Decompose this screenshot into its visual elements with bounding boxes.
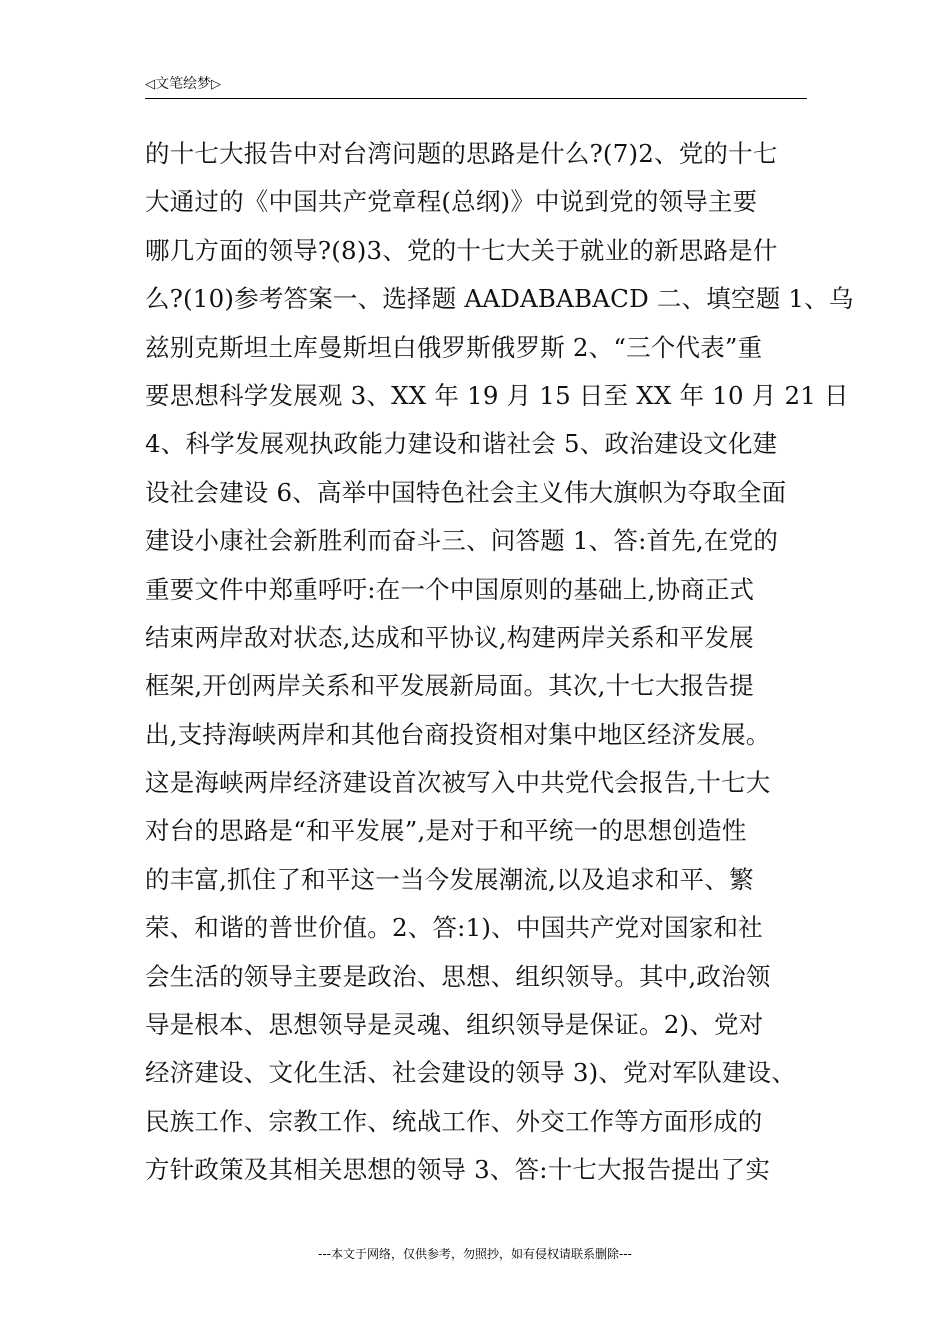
text-line: 的丰富,抓住了和平这一当今发展潮流,以及追求和平、繁 <box>145 864 754 894</box>
text-line: 框架,开创两岸关系和平发展新局面。其次,十七大报告提 <box>145 671 754 701</box>
text-line: 这是海峡两岸经济建设首次被写入中共党代会报告,十七大 <box>145 768 771 798</box>
text-line: 设社会建设 6、高举中国特色社会主义伟大旗帜为夺取全面 <box>145 477 787 507</box>
text-line: 的十七大报告中对台湾问题的思路是什么?(7)2、党的十七 <box>145 139 778 168</box>
text-line: 大通过的《中国共产党章程(总纲)》中说到党的领导主要 <box>145 187 758 217</box>
text-line: 荣、和谐的普世价值。2、答:1)、中国共产党对国家和社 <box>145 913 763 943</box>
text-line: 兹别克斯坦土库曼斯坦白俄罗斯俄罗斯 2、“三个代表”重 <box>145 332 763 362</box>
text-line: 结束两岸敌对状态,达成和平协议,构建两岸关系和平发展 <box>145 622 754 652</box>
text-line: 民族工作、宗教工作、统战工作、外交工作等方面形成的 <box>145 1106 763 1136</box>
page-header <box>145 74 807 99</box>
right-triangle-icon: ▷ <box>211 77 221 92</box>
text-line: 重要文件中郑重呼吁:在一个中国原则的基础上,协商正式 <box>145 574 755 604</box>
left-triangle-icon: ◁ <box>145 77 155 92</box>
text-line: 经济建设、文化生活、社会建设的领导 3)、党对军队建设、 <box>145 1058 797 1088</box>
text-line: 对台的思路是“和平发展”,是对于和平统一的思想创造性 <box>145 816 747 846</box>
text-line: 出,支持海峡两岸和其他台商投资相对集中地区经济发展。 <box>145 719 771 749</box>
text-line: 会生活的领导主要是政治、思想、组织领导。其中,政治领 <box>145 961 771 991</box>
text-line: 方针政策及其相关思想的领导 3、答:十七大报告提出了实 <box>145 1155 771 1185</box>
page-footer: ---本文于网络，仅供参考，勿照抄，如有侵权请联系删除--- <box>318 1247 632 1261</box>
text-line: 要思想科学发展观 3、XX 年 19 月 15 日至 XX 年 10 月 21 日 <box>145 380 849 410</box>
text-line: 么?(10)参考答案一、选择题 AADABABACD 二、填空题 1、乌 <box>145 284 854 314</box>
text-line: 建设小康社会新胜利而奋斗三、问答题 1、答:首先,在党的 <box>145 526 779 556</box>
text-line: 导是根本、思想领导是灵魂、组织领导是保证。2)、党对 <box>145 1010 764 1040</box>
text-line: 4、科学发展观执政能力建设和谐社会 5、政治建设文化建 <box>145 429 778 459</box>
text-line: 哪几方面的领导?(8)3、党的十七大关于就业的新思路是什 <box>145 235 778 265</box>
header-title: 文笔绘梦 <box>155 76 211 92</box>
document-body <box>145 130 854 1195</box>
